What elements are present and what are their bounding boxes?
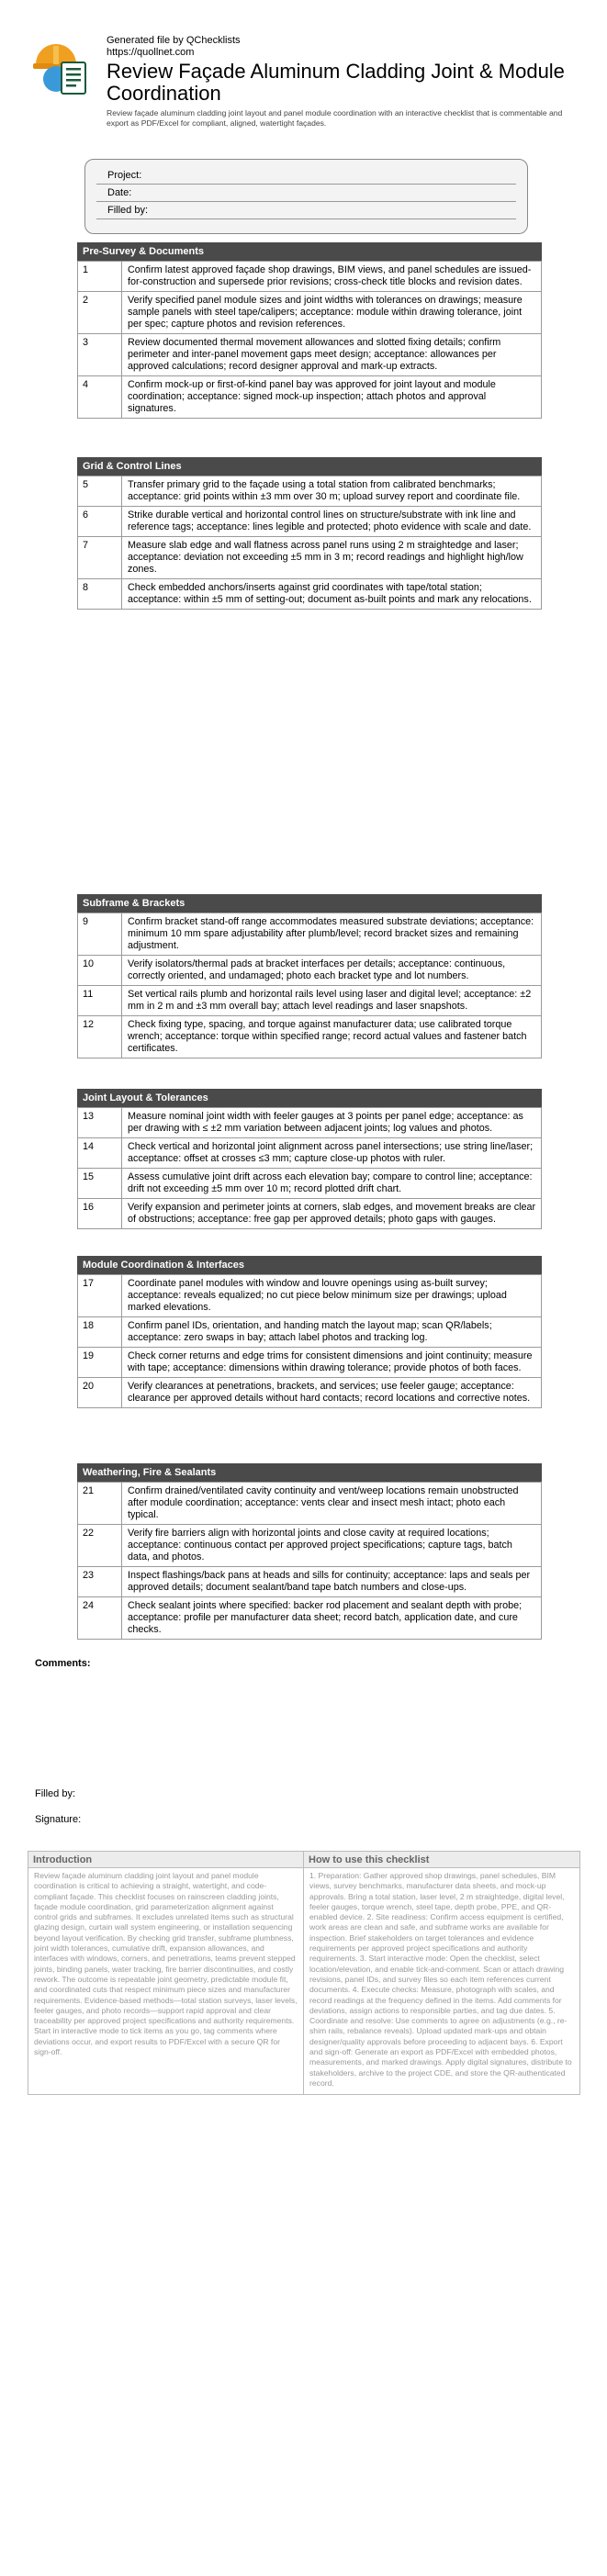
checklist-item[interactable] bbox=[78, 1138, 542, 1169]
section-joint-layout bbox=[77, 1089, 542, 1229]
item-number: 4 bbox=[78, 376, 122, 419]
page-subtitle: Review façade aluminum cladding joint layout and panel module coordination with an interactive checklist that is commentable and export as PDF/Excel for compliant, aligned, watertight façades. bbox=[107, 108, 563, 128]
section-title: Subframe & Brackets bbox=[77, 894, 542, 913]
checklist-item[interactable] bbox=[78, 1016, 542, 1058]
section-title: Grid & Control Lines bbox=[77, 457, 542, 476]
introduction-text: Review façade aluminum cladding joint layout and panel module coordination is critical to achieving a straight, watertight, and code-compliant façade. This checklist focuses on rainscreen cladding joints, façade module coordination, grid parameterization alignment against control grids and subframes. It excludes unrelated items such as structural glazing design, curtain wall system engineering, or installation sequencing beyond layout verification. By checking grid transfer, subframe plumbness, joint width tolerances, cumulative drift, expansion allowances, and interfaces with windows, corners, and penetrations, teams prevent stepped joints, binding panels, water tracking, fire barrier discontinuities, and costly rework. The outcome is repeatable joint geometry, predictable module fit, and coordinated cuts that respect minimum piece sizes and manufacturer requirements. Evidence-based methods—total station surveys, laser levels, feeler gauges, and photo records—support rapid approval and clear traceability per approved project specifications and authority requirements. Start in interactive mode to tick items as you go, tag comments where deviations occur, and export results to PDF/Excel with a secure QR for sign-off. bbox=[34, 1871, 298, 2057]
item-number: 17 bbox=[78, 1275, 122, 1317]
filled-by-label: Filled by: bbox=[35, 1788, 76, 1799]
item-text: Transfer primary grid to the façade using a total station from calibrated benchmarks; acceptance: grid points within ±3 mm over 30 m; upload survey report and coordinate file. bbox=[122, 476, 542, 507]
checklist-item[interactable] bbox=[78, 292, 542, 334]
item-number: 11 bbox=[78, 986, 122, 1016]
checklist-item[interactable] bbox=[78, 1567, 542, 1597]
item-number: 2 bbox=[78, 292, 122, 334]
item-text: Verify isolators/thermal pads at bracket interfaces per details; acceptance: continuous, correctly oriented, and undamaged; photo each bracket type and lot numbers. bbox=[122, 956, 542, 986]
item-text: Confirm panel IDs, orientation, and handing match the layout map; scan QR/labels; acceptance: zero swaps in bay; attach label photos and tracking log. bbox=[122, 1317, 542, 1348]
item-number: 18 bbox=[78, 1317, 122, 1348]
item-text: Measure nominal joint width with feeler gauges at 3 points per panel edge; acceptance: as per drawing with ≤ ±2 mm variation between adjacent joints; log values and photos. bbox=[122, 1108, 542, 1138]
item-text: Verify clearances at penetrations, brackets, and services; use feeler gauge; acceptance: clearance per approved details without hard contacts; record locations and corrective notes. bbox=[122, 1378, 542, 1408]
item-number: 6 bbox=[78, 507, 122, 537]
how-to-use-heading: How to use this checklist bbox=[304, 1852, 579, 1868]
item-text: Strike durable vertical and horizontal control lines on structure/substrate with ink line and reference tags; acceptance: lines legible and protected; photo evidence with scale and date. bbox=[122, 507, 542, 537]
checklist-item[interactable] bbox=[78, 476, 542, 507]
item-number: 14 bbox=[78, 1138, 122, 1169]
item-number: 16 bbox=[78, 1199, 122, 1229]
checklist-item[interactable] bbox=[78, 376, 542, 419]
generated-by-text: Generated file by QChecklists bbox=[107, 35, 241, 46]
item-text: Inspect flashings/back pans at heads and sills for continuity; acceptance: laps and seals per approved details; document sealant/band tape batch numbers and close-ups. bbox=[122, 1567, 542, 1597]
item-text: Verify expansion and perimeter joints at corners, slab edges, and movement breaks are clear of obstructions; acceptance: free gap per approved details; photo gaps with gauges. bbox=[122, 1199, 542, 1229]
checklist-item[interactable] bbox=[78, 1275, 542, 1317]
section-module-coordination bbox=[77, 1256, 542, 1408]
info-panel bbox=[28, 1851, 580, 2095]
checklist-item[interactable] bbox=[78, 986, 542, 1016]
item-text: Check vertical and horizontal joint alignment across panel intersections; use string line/laser; acceptance: offset at crosses ≤3 mm; capture close-up photos with ruler. bbox=[122, 1138, 542, 1169]
item-text: Confirm latest approved façade shop drawings, BIM views, and panel schedules are issued-for-construction and supersede prior revisions; cross-check title blocks and revision dates. bbox=[122, 262, 542, 292]
item-number: 22 bbox=[78, 1525, 122, 1567]
item-text: Check embedded anchors/inserts against grid coordinates with tape/total station; acceptance: within ±5 mm of setting-out; document as-built points and mark any relocations. bbox=[122, 579, 542, 610]
checklist-item[interactable] bbox=[78, 1597, 542, 1640]
item-number: 3 bbox=[78, 334, 122, 376]
qchecklists-logo-icon bbox=[30, 37, 90, 96]
checklist-item[interactable] bbox=[78, 1317, 542, 1348]
checklist-item[interactable] bbox=[78, 1378, 542, 1408]
item-number: 7 bbox=[78, 537, 122, 579]
checklist-item[interactable] bbox=[78, 334, 542, 376]
filled-by-field[interactable]: Filled by: bbox=[96, 202, 516, 219]
section-pre-survey bbox=[77, 242, 542, 419]
item-text: Confirm mock-up or first-of-kind panel bay was approved for joint layout and module coordination; acceptance: signed mock-up inspection; attach photos and approval signatures. bbox=[122, 376, 542, 419]
item-number: 21 bbox=[78, 1483, 122, 1525]
item-text: Check sealant joints where specified: backer rod placement and sealant depth with probe; acceptance: profile per manufacturer data sheet; record batch, application date, and cure checks. bbox=[122, 1597, 542, 1640]
checklist-item[interactable] bbox=[78, 1348, 542, 1378]
item-number: 19 bbox=[78, 1348, 122, 1378]
section-title: Pre-Survey & Documents bbox=[77, 242, 542, 261]
item-number: 8 bbox=[78, 579, 122, 610]
item-number: 23 bbox=[78, 1567, 122, 1597]
section-grid-control-lines bbox=[77, 457, 542, 610]
checklist-item[interactable] bbox=[78, 1108, 542, 1138]
item-number: 1 bbox=[78, 262, 122, 292]
item-text: Check corner returns and edge trims for consistent dimensions and joint continuity; measure with tape; acceptance: dimensions within drawing tolerance; provide photos of both faces. bbox=[122, 1348, 542, 1378]
item-text: Confirm bracket stand-off range accommodates measured substrate deviations; acceptance: minimum 10 mm spare adjustability after plumb/level; record bracket sizes and remaining adjustment. bbox=[122, 913, 542, 956]
project-field[interactable]: Project: bbox=[96, 167, 516, 185]
project-info-fields bbox=[84, 159, 528, 234]
item-text: Verify fire barriers align with horizontal joints and close cavity at required locations; acceptance: continuous contact per approved project specifications; capture tags, batch data, and photos. bbox=[122, 1525, 542, 1567]
section-weathering-fire-sealants bbox=[77, 1463, 542, 1640]
how-to-use-text: 1. Preparation: Gather approved shop drawings, panel schedules, BIM views, survey benchmarks, manufacturer data sheets, and mock-up approvals. Bring a total station, laser level, 2 m straightedge, digital level, feeler gauges, torque wrench, steel tape, depth probe, PPE, and QR-enabled device. 2. Site readiness: Confirm access equipment is certified, work areas are clean and safe, and subframe works are available for inspection. Brief stakeholders on target tolerances and evidence requirements per approved project specifications and authority requirements. 3. Start interactive mode: Open the checklist, select location/elevation, and enable tick-and-comment. Scan or attach drawing revisions, panel IDs, and survey files so each item references current documents. 4. Execute checks: Measure, photograph with scales, and record readings at the frequency defined in the items. Add comments for deviations, assign actions to responsible parties, and tag due dates. 5. Coordinate and resolve: Use comments to agree on adjustments (e.g., re-shim rails, rebalance reveals). Upload updated mark-ups and obtain designer/quality approvals before proceeding to adjacent bays. 6. Export and sign-off: Generate an export as PDF/Excel with embedded photos, measurements, and marked drawings. Apply digital signatures, distribute to stakeholders, archive to the project CDE, and store the QR-authenticated record. bbox=[309, 1871, 572, 2088]
item-text: Confirm drained/ventilated cavity continuity and vent/weep locations remain unobstructed after module coordination; acceptance: vents clear and insect mesh intact; photo each typical. bbox=[122, 1483, 542, 1525]
section-title: Module Coordination & Interfaces bbox=[77, 1256, 542, 1274]
checklist-item[interactable] bbox=[78, 507, 542, 537]
introduction-column bbox=[28, 1852, 304, 2094]
item-number: 9 bbox=[78, 913, 122, 956]
date-field[interactable]: Date: bbox=[96, 185, 516, 202]
checklist-item[interactable] bbox=[78, 579, 542, 610]
page-title: Review Façade Aluminum Cladding Joint & Module Coordination bbox=[107, 60, 565, 105]
checklist-item[interactable] bbox=[78, 956, 542, 986]
item-text: Assess cumulative joint drift across each elevation bay; compare to control line; acceptance: drift not exceeding ±5 mm over 10 m; record plotted drift chart. bbox=[122, 1169, 542, 1199]
item-text: Coordinate panel modules with window and louvre openings using as-built survey; acceptance: reveals equalized; no cut piece below minimum size per drawings; upload marked elevations. bbox=[122, 1275, 542, 1317]
source-url-link[interactable]: https://quollnet.com bbox=[107, 47, 195, 58]
item-text: Measure slab edge and wall flatness across panel runs using 2 m straightedge and laser; acceptance: deviation not exceeding ±5 mm in 3 m; record readings and highlight high/low zones. bbox=[122, 537, 542, 579]
checklist-item[interactable] bbox=[78, 1525, 542, 1567]
checklist-item[interactable] bbox=[78, 537, 542, 579]
introduction-heading: Introduction bbox=[28, 1852, 303, 1868]
checklist-item[interactable] bbox=[78, 1483, 542, 1525]
checklist-item[interactable] bbox=[78, 1169, 542, 1199]
how-to-use-column bbox=[304, 1852, 579, 2094]
item-number: 24 bbox=[78, 1597, 122, 1640]
comments-label: Comments: bbox=[35, 1658, 91, 1669]
item-text: Set vertical rails plumb and horizontal rails level using laser and digital level; acceptance: ±2 mm in 2 m and ±3 mm overall bay; attach level readings and laser snapshots. bbox=[122, 986, 542, 1016]
section-subframe-brackets bbox=[77, 894, 542, 1058]
checklist-item[interactable] bbox=[78, 262, 542, 292]
checklist-item[interactable] bbox=[78, 1199, 542, 1229]
item-number: 10 bbox=[78, 956, 122, 986]
checklist-item[interactable] bbox=[78, 913, 542, 956]
section-title: Weathering, Fire & Sealants bbox=[77, 1463, 542, 1482]
item-text: Review documented thermal movement allowances and slotted fixing details; confirm perimeter and inter-panel movement gaps meet design; acceptance: allowances per approved calculations; record designer approval and mark-up extracts. bbox=[122, 334, 542, 376]
section-title: Joint Layout & Tolerances bbox=[77, 1089, 542, 1107]
item-number: 15 bbox=[78, 1169, 122, 1199]
signature-label: Signature: bbox=[35, 1814, 82, 1825]
item-text: Verify specified panel module sizes and joint widths with tolerances on drawings; measure sample panels with steel tape/calipers; acceptance: module within drawing tolerance, joint per spec; capture photos and revision references. bbox=[122, 292, 542, 334]
item-number: 13 bbox=[78, 1108, 122, 1138]
item-text: Check fixing type, spacing, and torque against manufacturer data; use calibrated torque wrench; acceptance: torque within specified range; record actual values and fastener batch certificates. bbox=[122, 1016, 542, 1058]
item-number: 5 bbox=[78, 476, 122, 507]
item-number: 20 bbox=[78, 1378, 122, 1408]
item-number: 12 bbox=[78, 1016, 122, 1058]
